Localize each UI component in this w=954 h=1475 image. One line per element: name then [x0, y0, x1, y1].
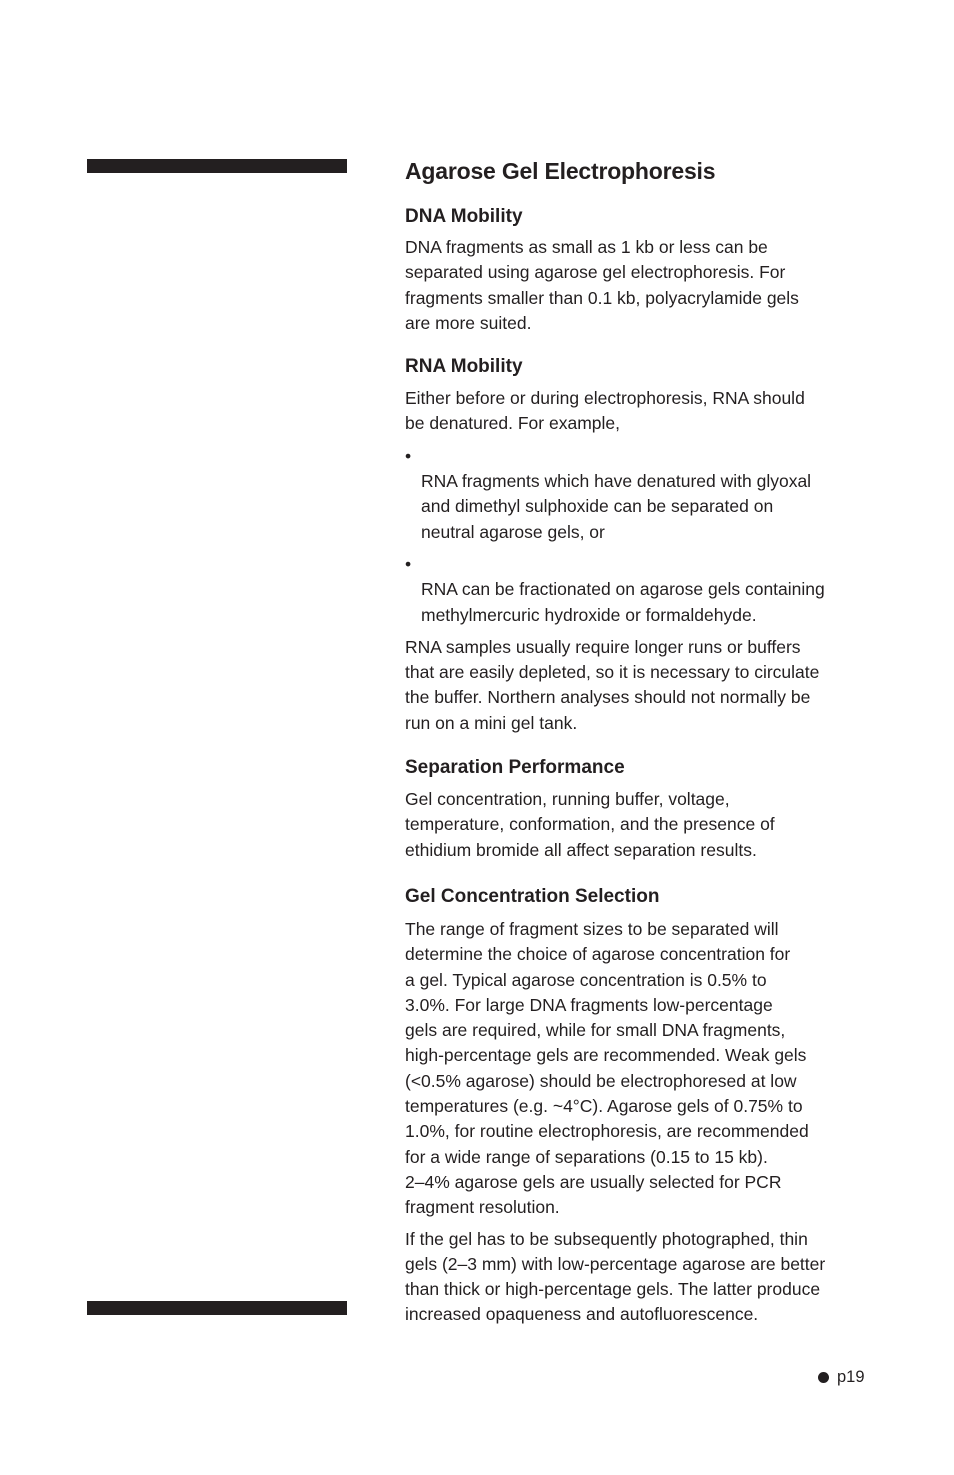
bullet-text: RNA fragments which have denatured with glyoxal and dimethyl sulphoxide can be separated on neutral agarose gels, or [421, 471, 812, 542]
section-title-separation-performance: Separation Performance [405, 757, 625, 779]
rna-bullet-list [405, 444, 875, 628]
section-title-rna-mobility: RNA Mobility [405, 356, 523, 378]
bullet-icon: • [405, 445, 412, 466]
main-content [405, 155, 875, 1328]
bullet-icon: • [405, 553, 412, 574]
page-number [818, 1366, 865, 1388]
list-item [405, 444, 875, 545]
bottom-rule-bar [87, 1301, 347, 1315]
rna-mobility-intro: Either before or during electrophoresis, RNA should be denatured. For example, [405, 388, 805, 434]
section-title-gel-concentration: Gel Concentration Selection [405, 885, 660, 907]
bullet-text: RNA can be fractionated on agarose gels containing methylmercuric hydroxide or formaldehyde. [421, 579, 825, 625]
separation-performance-paragraph: Gel concentration, running buffer, voltage, temperature, conformation, and the presence of ethidium bromide all affect separation results. [405, 789, 775, 860]
list-item [405, 552, 875, 628]
top-rule-bar [87, 159, 347, 173]
rna-mobility-outro: RNA samples usually require longer runs or buffers that are easily depleted, so it is necessary to circulate the buffer. Northern analyses should not normally be run on a mini gel tank. [405, 636, 820, 733]
gel-concentration-paragraph-1: The range of fragment sizes to be separated will determine the choice of agarose concentration for a gel. Typical agarose concentration is 0.5% to 3.0%. For large DNA fragments low-percentage gels are required, while for small DNA fragments, high-percentage gels are recommended. Weak gels (<0.5% agarose) should be electrophoresed at low temperatures (e.g. ~4°C). Agarose gels of 0.75% to 1.0%, for routine electrophoresis, are recommended for a wide range of separations (0.15 to 15 kb). 2–4% agarose gels are usually selected for PCR fragment resolution. [405, 918, 809, 1218]
page-title: Agarose Gel Electrophoresis [405, 158, 716, 184]
gel-concentration-paragraph-2: If the gel has to be subsequently photographed, thin gels (2–3 mm) with low-percentage agarose are better than thick or high-percentage gels. The latter produce increased opaqueness and autofluorescence. [405, 1228, 826, 1325]
page-dot-icon [818, 1372, 829, 1383]
page-number-label: p19 [837, 1368, 865, 1386]
section-title-dna-mobility: DNA Mobility [405, 206, 523, 227]
dna-mobility-paragraph: DNA fragments as small as 1 kb or less can be separated using agarose gel electrophoresis. For fragments smaller than 0.1 kb, polyacrylamide gels are more suited. [405, 237, 799, 333]
